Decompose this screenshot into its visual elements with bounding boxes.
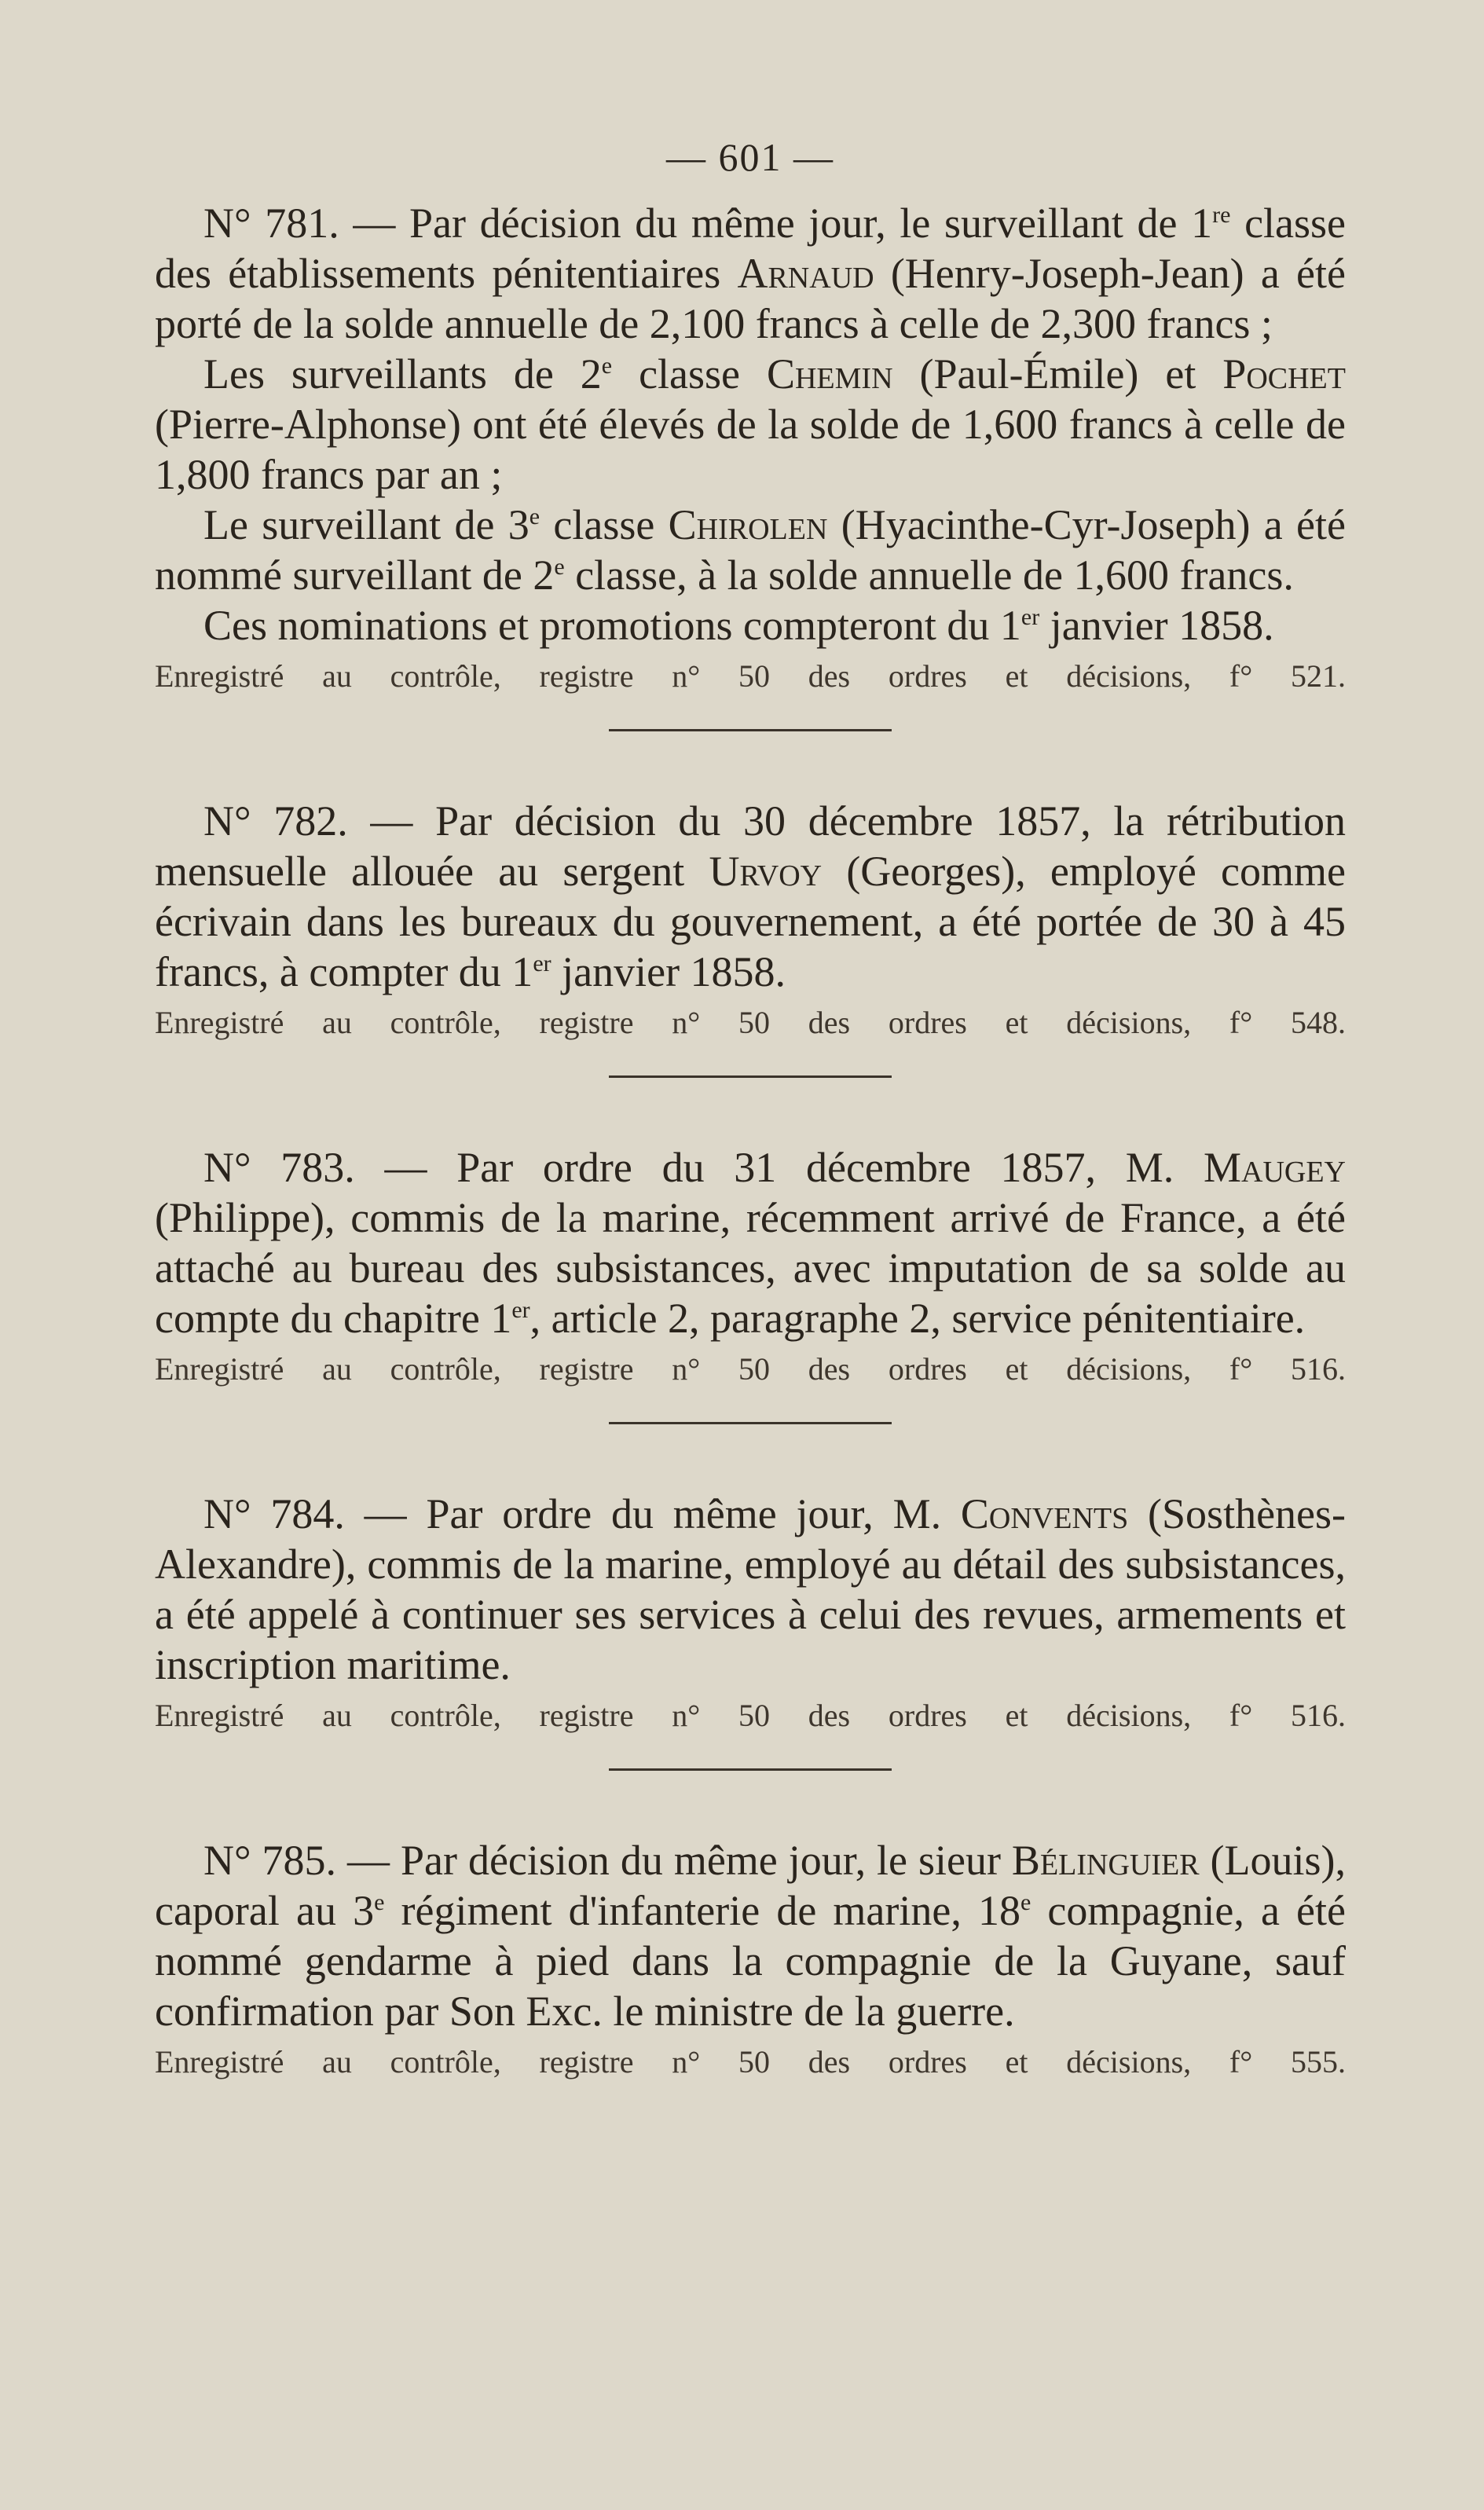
entry-781 xyxy=(155,198,1346,698)
person-name: Maugey xyxy=(1204,1144,1346,1191)
registry-note: Enregistré au contrôle, registre n° 50 des ordres et décisions, f° 516. xyxy=(155,1351,1346,1387)
section-divider xyxy=(609,1075,892,1078)
person-name: Convents xyxy=(960,1490,1129,1537)
entry-paragraph: Ces nominations et promotions compteront du 1er janvier 1858. xyxy=(203,602,1274,649)
person-name: Pochet xyxy=(1222,350,1346,398)
page-number: — 601 — xyxy=(666,135,834,179)
person-name: Arnaud xyxy=(737,250,874,297)
registry-note: Enregistré au contrôle, registre n° 50 des ordres et décisions, f° 555. xyxy=(155,2044,1346,2079)
entry-paragraph: N° 781. — Par décision du même jour, le surveillant de 1re classe des établissements pénitentiaires Arnaud (Henry-Joseph-Jean) a été porté de la solde annuelle de 2,100 francs à celle de 2,300 francs ; xyxy=(155,200,1347,347)
entry-paragraph: N° 783. — Par ordre du 31 décembre 1857, M. Maugey (Philippe), commis de la marine, récemment arrivé de France, a été attaché au bureau des subsistances, avec imputation de sa solde au compte du chapitre 1er, article 2, paragraphe 2, service pénitentiaire. xyxy=(155,1144,1346,1342)
section-divider xyxy=(609,1768,892,1771)
person-name: Chirolen xyxy=(668,501,828,548)
person-name: Chemin xyxy=(766,350,893,398)
entry-paragraph: Les surveillants de 2e classe Chemin (Paul-Émile) et Pochet (Pierre-Alphonse) ont été élevés de la solde de 1,600 francs à celle de 1,800 francs par an ; xyxy=(155,350,1346,498)
person-name: Bélinguier xyxy=(1011,1837,1200,1884)
entry-number: N° 781. xyxy=(203,200,339,247)
entry-paragraph: N° 782. — Par décision du 30 décembre 1857, la rétribution mensuelle allouée au sergent Urvoy (Georges), employé comme écrivain dans les bureaux du gouvernement, a été portée de 30 à 45 francs, à compter du 1er janvier 1858. xyxy=(155,797,1346,995)
section-divider xyxy=(609,729,892,731)
entry-number: N° 785. xyxy=(203,1837,337,1884)
entry-paragraph: N° 785. — Par décision du même jour, le sieur Bélinguier (Louis), caporal au 3e régiment d'infanterie de marine, 18e compagnie, a été nommé gendarme à pied dans la compagnie de la Guyane, sauf confirmation par Son Exc. le ministre de la guerre. xyxy=(155,1837,1346,2035)
registry-note: Enregistré au contrôle, registre n° 50 des ordres et décisions, f° 516. xyxy=(155,1698,1346,1733)
entry-number: N° 782. xyxy=(203,797,348,845)
section-divider xyxy=(609,1422,892,1424)
entry-paragraph: N° 784. — Par ordre du même jour, M. Convents (Sosthènes-Alexandre), commis de la marine, employé au détail des subsistances, a été appelé à continuer ses services à celui des revues, armements et inscription maritime. xyxy=(155,1490,1347,1688)
entry-783 xyxy=(155,1142,1346,1391)
person-name: Urvoy xyxy=(709,848,823,895)
document-page xyxy=(155,134,1346,2083)
registry-note: Enregistré au contrôle, registre n° 50 des ordres et décisions, f° 548. xyxy=(155,1005,1346,1040)
entry-784 xyxy=(155,1489,1346,1737)
entry-paragraph: Le surveillant de 3e classe Chirolen (Hyacinthe-Cyr-Joseph) a été nommé surveillant de 2e classe, à la solde annuelle de 1,600 francs. xyxy=(155,501,1346,599)
registry-note: Enregistré au contrôle, registre n° 50 des ordres et décisions, f° 521. xyxy=(155,658,1346,694)
entry-number: N° 783. xyxy=(203,1144,355,1191)
entry-number: N° 784. xyxy=(203,1490,345,1537)
entry-782 xyxy=(155,796,1346,1044)
entry-785 xyxy=(155,1835,1346,2083)
